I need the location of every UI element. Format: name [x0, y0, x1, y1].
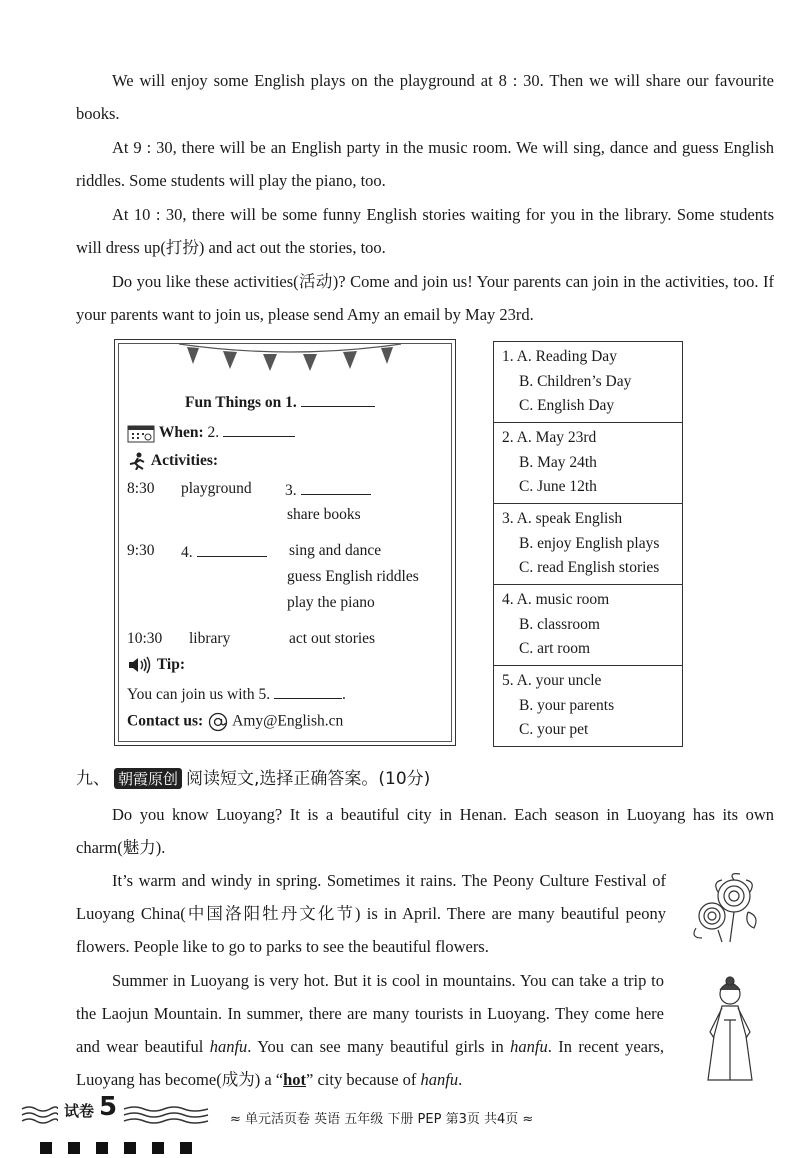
option-4a: 4. A. music room	[502, 591, 610, 608]
option-1b: B. Children’s Day	[519, 373, 632, 390]
option-group-3	[494, 504, 682, 585]
notice-contact: Contact us: Amy@English.cn	[127, 712, 343, 732]
row1-place: playground	[181, 480, 252, 497]
option-group-1	[494, 342, 682, 423]
row3-activity: act out stories	[289, 630, 376, 647]
row2-time: 9:30	[127, 542, 155, 559]
email-at-icon	[207, 712, 229, 732]
wave-lines-decoration	[20, 1104, 58, 1126]
option-group-5	[494, 666, 682, 746]
footer-page-number: 5	[99, 1092, 118, 1122]
notice-tip-label: Tip:	[127, 656, 185, 674]
row2-activity-1: sing and dance	[289, 542, 382, 559]
option-1c: C. English Day	[519, 397, 615, 414]
row2-activity-2: guess English riddles	[287, 568, 419, 585]
notice-title: Fun Things on 1.	[185, 392, 375, 412]
options-table	[493, 341, 683, 747]
option-2a: 2. A. May 23rd	[502, 429, 597, 446]
option-4c: C. art room	[519, 640, 591, 657]
option-1a: 1. A. Reading Day	[502, 348, 617, 365]
row2-blank: 4.	[181, 542, 267, 562]
option-5b: B. your parents	[519, 697, 615, 714]
original-tag: 朝霞原创	[114, 768, 182, 789]
option-3a: 3. A. speak English	[502, 510, 623, 527]
row3-place: library	[189, 630, 231, 647]
footer-black-marks	[40, 1142, 200, 1156]
passage1-paragraph-4: Do you like these activities(活动)? Come and join us! Your parents can join in the activities, too. If your parents want to join us, please send Amy an email by May 23rd.	[76, 272, 774, 324]
peony-flower-illustration	[688, 872, 768, 944]
option-2c: C. June 12th	[519, 478, 597, 495]
notice-activities-label: Activities:	[127, 452, 218, 470]
notice-when: When: 2.	[127, 422, 295, 443]
passage1-paragraph-3: At 10 : 30, there will be some funny English stories waiting for you in the library. Some students will dress up(打扮) and act out the stories, too.	[76, 205, 774, 257]
option-4b: B. classroom	[519, 616, 600, 633]
section-9-title: 九、 朝霞原创 阅读短文,选择正确答案。(10分)	[76, 769, 431, 789]
calendar-icon	[127, 423, 155, 443]
passage2-paragraph-1: Do you know Luoyang? It is a beautiful city in Henan. Each season in Luoyang has its own charm(魅力).	[76, 805, 774, 857]
option-5c: C. your pet	[519, 721, 589, 738]
option-group-4	[494, 585, 682, 666]
passage2-paragraph-2: It’s warm and windy in spring. Sometimes it rains. The Peony Culture Festival of Luoyang China(中国洛阳牡丹文化节) is in April. There are many beautiful peony flowers. People like to go to parks to see the beautiful flowers.	[76, 871, 666, 956]
row1-blank: 3.	[285, 480, 371, 500]
option-2b: B. May 24th	[519, 454, 597, 471]
running-person-icon	[127, 452, 147, 470]
page-footer	[0, 1092, 800, 1158]
girl-in-hanfu-illustration	[698, 976, 762, 1088]
row1-activity: share books	[287, 506, 361, 523]
option-5a: 5. A. your uncle	[502, 672, 602, 689]
notice-tip-text: You can join us with 5. .	[127, 686, 346, 703]
passage2-paragraph-3: Summer in Luoyang is very hot. But it is cool in mountains. You can take a trip to the Laojun Mountain. In summer, there are many tourists in Luoyang. They come here and wear beautiful hanfu. You can see many beautiful girls in hanfu. In recent years, Luoyang has become(成为) a “hot” city because of hanfu.	[76, 971, 665, 1089]
passage1-paragraph-2: At 9 : 30, there will be an English party in the music room. We will sing, dance and guess English riddles. Some students will play the piano, too.	[76, 138, 774, 190]
row3-time: 10:30	[127, 630, 163, 647]
option-group-2	[494, 423, 682, 504]
footer-label: 试卷	[64, 1102, 95, 1120]
option-3c: C. read English stories	[519, 559, 660, 576]
bunting-decoration	[177, 342, 403, 372]
passage1-paragraph-1: We will enjoy some English plays on the playground at 8 : 30. Then we will share our favourite books.	[76, 71, 774, 123]
row2-activity-3: play the piano	[287, 594, 375, 611]
row1-time: 8:30	[127, 480, 155, 497]
notice-box	[114, 339, 456, 746]
footer-info: ≈ 单元活页卷 英语 五年级 下册 PEP 第3页 共4页 ≈	[230, 1112, 534, 1127]
option-3b: B. enjoy English plays	[519, 535, 660, 552]
wave-lines-decoration-right	[122, 1104, 212, 1126]
speaker-icon	[127, 656, 153, 674]
